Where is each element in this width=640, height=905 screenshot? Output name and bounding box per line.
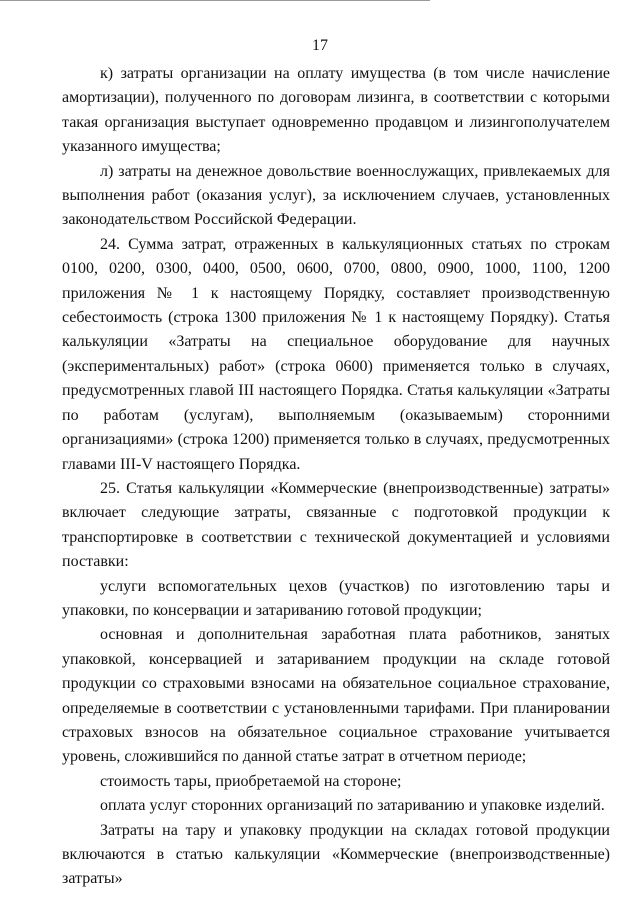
- scan-top-rule: [0, 0, 430, 1]
- paragraph-25-commercial-costs: 25. Статья калькуляции «Коммерческие (внепроизводственные) затраты» включает следующие затраты, связанные с подготовкой продукции к транспортировке в соответствии с технической документацией и условиями поставки:: [62, 479, 610, 571]
- document-body: [62, 62, 610, 892]
- paragraph-l-military: л) затраты на денежное довольствие военнослужащих, привлекаемых для выполнения работ (оказания услуг), за исключением случаев, установленных законодательством Российской Федерации.: [62, 162, 610, 229]
- paragraph-k-leasing: к) затраты организации на оплату имущества (в том числе начисление амортизации), полученного по договорам лизинга, в соответствии с которыми такая организация выступает одновременно продавцом и лизингополучателем указанного имущества;: [62, 65, 610, 156]
- page-number: 17: [312, 37, 328, 54]
- list-item-auxiliary-workshops: услуги вспомогательных цехов (участков) по изготовлению тары и упаковки, по консервации и затариванию готовой продукции;: [62, 577, 610, 619]
- list-item-container-cost: стоимость тары, приобретаемой на стороне;: [100, 772, 402, 790]
- paragraph-24-production-cost: 24. Сумма затрат, отраженных в калькуляционных статьях по строкам 0100, 0200, 0300, 0400, 0500, 0600, 0700, 0800, 0900, 1000, 1100, 1200 приложения № 1 к настоящему Порядку, составляет производственную себестоимость (строка 1300 приложения № 1 к настоящему Порядку). Статья калькуляции «Затраты на специальное оборудование для научных (экспериментальных) работ» (строка 0600) применяется только в случаях, предусмотренных главой III настоящего Порядка. Статья калькуляции «Затраты по работам (услугам), выполняемым (оказываемым) сторонними организациями» (строка 1200) применяется только в случаях, предусмотренных главами III-V настоящего Порядка.: [62, 235, 610, 473]
- paragraph-packaging-costs: Затраты на тару и упаковку продукции на складах готовой продукции включаются в статью калькуляции «Коммерческие (внепроизводственные) затраты»: [62, 821, 610, 888]
- list-item-third-party-services: оплата услуг сторонних организаций по затариванию и упаковке изделий.: [100, 797, 605, 815]
- list-item-wages: основная и дополнительная заработная плата работников, занятых упаковкой, консервацией и затариванием продукции на складе готовой продукции со страховыми взносами на обязательное социальное страхование, определяемые в соответствии с установленными тарифами. При планировании страховых взносов на обязательное социальное страхование учитывается уровень, сложившийся по данной статье затрат в отчетном периоде;: [62, 626, 610, 766]
